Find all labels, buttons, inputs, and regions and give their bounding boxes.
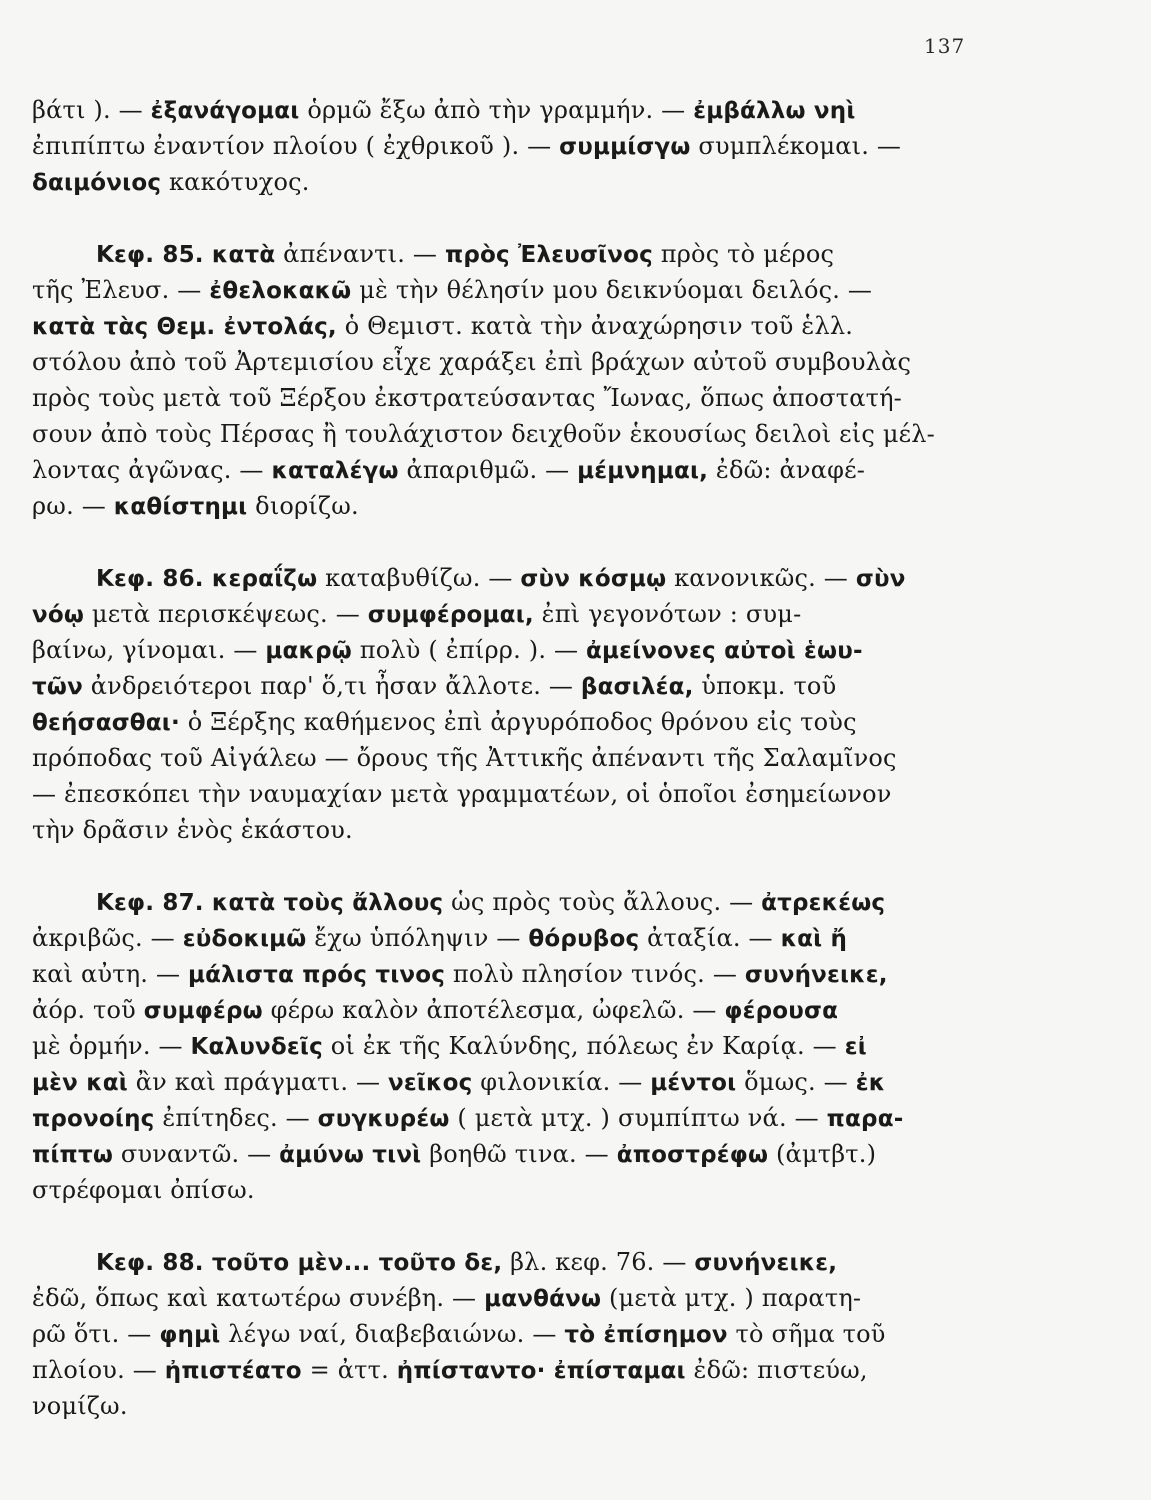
headword: βασιλέα,	[580, 674, 694, 700]
gloss-text: πρόποδας τοῦ Αἰγάλεω — ὄρους τῆς Ἀττικῆς ἀπέναντι τῆς Σαλαμῖνος	[32, 744, 897, 772]
gloss-text: πολὺ πλησίον τινός. —	[445, 960, 745, 988]
headword: ἀμύνω τινὶ	[279, 1142, 422, 1168]
gloss-text: πρὸς τὸ μέρος	[652, 240, 835, 268]
gloss-text: ἔχω ὑπόληψιν —	[306, 924, 529, 952]
headword: καθίστημι	[113, 494, 248, 520]
gloss-text: φέρω καλὸν ἀποτέλεσμα, ὠφελῶ. —	[262, 996, 725, 1024]
gloss-text: ἀόρ. τοῦ	[32, 996, 144, 1024]
text-line	[32, 1280, 972, 1316]
text-line	[32, 1316, 972, 1352]
gloss-text: ἐπιπίπτω ἐναντίον πλοίου ( ἐχθρικοῦ ). —	[32, 132, 560, 160]
headword: φημὶ	[159, 1322, 221, 1348]
text-line	[32, 1172, 972, 1208]
gloss-text: στρέφομαι ὀπίσω.	[32, 1176, 255, 1204]
headword: παρα-	[826, 1106, 904, 1132]
headword: πίπτω	[32, 1142, 114, 1168]
text-line	[32, 956, 972, 992]
gloss-text: — ἐπεσκόπει τὴν ναυμαχίαν μετὰ γραμματέων, οἱ ὁποῖοι ἐσημείωνον	[32, 780, 892, 808]
gloss-text: συναντῶ. —	[113, 1140, 280, 1168]
headword: μάλιστα πρός τινος	[188, 962, 446, 988]
text-line	[32, 488, 972, 524]
headword: τὸ ἐπίσημον	[564, 1322, 728, 1348]
gloss-text: πολὺ ( ἐπίρρ. ). —	[351, 636, 586, 664]
gloss-text: βάτι ). —	[32, 96, 151, 124]
headword: ἀτρεκέως	[761, 890, 886, 916]
paragraph	[32, 884, 972, 1208]
headword: ἐθελοκακῶ	[209, 278, 352, 304]
gloss-text: βλ. κεφ. 76. —	[502, 1248, 695, 1276]
headword: Κεφ. 85. κατὰ	[96, 242, 276, 268]
gloss-text: ἂν καὶ πράγματι. —	[127, 1068, 389, 1096]
gloss-text: διορίζω.	[247, 492, 359, 520]
gloss-text: κανονικῶς. —	[666, 564, 856, 592]
text-line	[32, 164, 972, 200]
text-line	[32, 1136, 972, 1172]
text-line	[32, 992, 972, 1028]
headword: ἐμβάλλω νηὶ	[693, 98, 856, 124]
text-line	[32, 92, 972, 128]
body-text	[32, 92, 972, 1424]
gloss-text: ἀπέναντι. —	[275, 240, 445, 268]
gloss-text: ( μετὰ μτχ. ) συμπίπτω νά. —	[449, 1104, 827, 1132]
gloss-text: μετὰ περισκέψεως. —	[84, 600, 368, 628]
headword: νόῳ	[32, 602, 85, 628]
text-line	[32, 776, 972, 812]
headword: συγκυρέω	[317, 1106, 450, 1132]
headword: ἠπιστέατο	[164, 1358, 302, 1384]
headword: μὲν καὶ	[32, 1070, 128, 1096]
gloss-text: καταβυθίζω. —	[317, 564, 521, 592]
gloss-text: = ἀττ.	[301, 1356, 397, 1384]
headword: σὺν	[855, 566, 906, 592]
paragraph	[32, 560, 972, 848]
paragraph	[32, 92, 972, 200]
text-line	[32, 416, 972, 452]
text-line	[32, 344, 972, 380]
headword: μακρῷ	[265, 638, 352, 664]
headword: συμμίσγω	[559, 134, 691, 160]
text-line	[32, 884, 972, 920]
gloss-text: στόλου ἀπὸ τοῦ Ἀρτεμισίου εἶχε χαράξει ἐπὶ βράχων αὐτοῦ συμβουλὰς	[32, 348, 912, 376]
gloss-text: (μετὰ μτχ. ) παρατη-	[601, 1284, 862, 1312]
text-line	[32, 1100, 972, 1136]
gloss-text: ὡς πρὸς τοὺς ἄλλους. —	[443, 888, 762, 916]
headword: κατὰ τὰς Θεμ. ἐντολάς,	[32, 314, 337, 340]
headword: δαιμόνιος	[32, 170, 162, 196]
text-line	[32, 704, 972, 740]
text-line	[32, 1244, 972, 1280]
headword: Κεφ. 87. κατὰ τοὺς ἄλλους	[96, 890, 444, 916]
gloss-text: ἐπίτηδες. —	[154, 1104, 318, 1132]
gloss-text: ἀνδρειότεροι παρ' ὅ,τι ἦσαν ἄλλοτε. —	[82, 672, 581, 700]
gloss-text: ὁ Θεμιστ. κατὰ τὴν ἀναχώρησιν τοῦ ἑλλ.	[336, 312, 854, 340]
gloss-text: ὑποκμ. τοῦ	[693, 672, 837, 700]
headword: θόρυβος	[528, 926, 640, 952]
text-line	[32, 596, 972, 632]
gloss-text: ρῶ ὅτι. —	[32, 1320, 160, 1348]
headword: ἠπίσταντο· ἐπίσταμαι	[396, 1358, 686, 1384]
headword: ἀποστρέφω	[616, 1142, 769, 1168]
headword: Κεφ. 86. κεραΐζω	[96, 566, 318, 592]
headword: καταλέγω	[271, 458, 399, 484]
text-line	[32, 1352, 972, 1388]
text-line	[32, 452, 972, 488]
gloss-text: νομίζω.	[32, 1392, 128, 1420]
headword: καὶ ἤ	[780, 926, 848, 952]
headword: συμφέρομαι,	[367, 602, 534, 628]
gloss-text: ὁρμῶ ἔξω ἀπὸ τὴν γραμμήν. —	[299, 96, 694, 124]
gloss-text: ὁ Ξέρξης καθήμενος ἐπὶ ἀργυρόποδος θρόνου εἰς τοὺς	[179, 708, 857, 736]
gloss-text: τῆς Ἐλευσ. —	[32, 276, 210, 304]
headword: νεῖκος	[388, 1070, 473, 1096]
gloss-text: καὶ αὐτη. —	[32, 960, 188, 988]
headword: μέμνημαι,	[577, 458, 709, 484]
gloss-text: τὴν δρᾶσιν ἑνὸς ἑκάστου.	[32, 816, 353, 844]
page-number: 137	[924, 34, 966, 58]
text-line	[32, 668, 972, 704]
gloss-text: ἐδῶ: ἀναφέ-	[708, 456, 866, 484]
headword: ἐξανάγομαι	[150, 98, 300, 124]
gloss-text: βοηθῶ τινα. —	[421, 1140, 617, 1168]
text-line	[32, 308, 972, 344]
headword: πρὸς Ἐλευσῖνος	[444, 242, 653, 268]
gloss-text: πρὸς τοὺς μετὰ τοῦ Ξέρξου ἐκστρατεύσαντας Ἴωνας, ὅπως ἀποστατή-	[32, 384, 902, 412]
gloss-text: βαίνω, γίνομαι. —	[32, 636, 266, 664]
text-line	[32, 236, 972, 272]
headword: ἀμείνονες αὐτοὶ ἑωυ-	[586, 638, 863, 664]
text-line	[32, 272, 972, 308]
text-line	[32, 1028, 972, 1064]
gloss-text: ὅμως. —	[736, 1068, 856, 1096]
text-line	[32, 128, 972, 164]
gloss-text: πλοίου. —	[32, 1356, 165, 1384]
headword: ἐκ	[855, 1070, 886, 1096]
gloss-text: φιλονικία. —	[472, 1068, 651, 1096]
gloss-text: ἀκριβῶς. —	[32, 924, 183, 952]
gloss-text: οἱ ἐκ τῆς Καλύνδης, πόλεως ἐν Καρίᾳ. —	[322, 1032, 845, 1060]
text-line	[32, 1064, 972, 1100]
gloss-text: λοντας ἀγῶνας. —	[32, 456, 272, 484]
headword: συνήνεικε,	[744, 962, 888, 988]
headword: Καλυνδεῖς	[190, 1034, 323, 1060]
gloss-text: ἀπαριθμῶ. —	[398, 456, 578, 484]
gloss-text: ἀταξία. —	[639, 924, 781, 952]
gloss-text: σουν ἀπὸ τοὺς Πέρσας ἢ τουλάχιστον δειχθοῦν ἑκουσίως δειλοὶ εἰς μέλ-	[32, 420, 935, 448]
headword: συμφέρω	[143, 998, 263, 1024]
headword: εἰ	[844, 1034, 867, 1060]
headword: μανθάνω	[484, 1286, 602, 1312]
gloss-text: μὲ τὴν θέλησίν μου δεικνύομαι δειλός. —	[351, 276, 873, 304]
headword: προνοίης	[32, 1106, 155, 1132]
gloss-text: κακότυχος.	[161, 168, 310, 196]
gloss-text: συμπλέκομαι. —	[690, 132, 902, 160]
gloss-text: (ἀμτβτ.)	[768, 1140, 877, 1168]
headword: τῶν	[32, 674, 83, 700]
text-line	[32, 920, 972, 956]
gloss-text: ἐδῶ, ὅπως καὶ κατωτέρω συνέβη. —	[32, 1284, 485, 1312]
gloss-text: μὲ ὁρμήν. —	[32, 1032, 191, 1060]
text-line	[32, 380, 972, 416]
text-line	[32, 1388, 972, 1424]
paragraph	[32, 1244, 972, 1424]
headword: σὺν κόσμῳ	[520, 566, 667, 592]
text-line	[32, 560, 972, 596]
gloss-text: λέγω ναί, διαβεβαιώνω. —	[220, 1320, 565, 1348]
gloss-text: ἐπὶ γεγονότων : συμ-	[533, 600, 802, 628]
headword: φέρουσα	[724, 998, 839, 1024]
headword: Κεφ. 88. τοῦτο μὲν... τοῦτο δε,	[96, 1250, 503, 1276]
gloss-text: τὸ σῆμα τοῦ	[727, 1320, 886, 1348]
gloss-text: ἐδῶ: πιστεύω,	[685, 1356, 868, 1384]
headword: θεήσασθαι·	[32, 710, 180, 736]
paragraph	[32, 236, 972, 524]
text-line	[32, 632, 972, 668]
text-line	[32, 740, 972, 776]
headword: εὐδοκιμῶ	[182, 926, 307, 952]
gloss-text: ρω. —	[32, 492, 114, 520]
headword: μέντοι	[650, 1070, 737, 1096]
text-line	[32, 812, 972, 848]
headword: συνήνεικε,	[694, 1250, 838, 1276]
